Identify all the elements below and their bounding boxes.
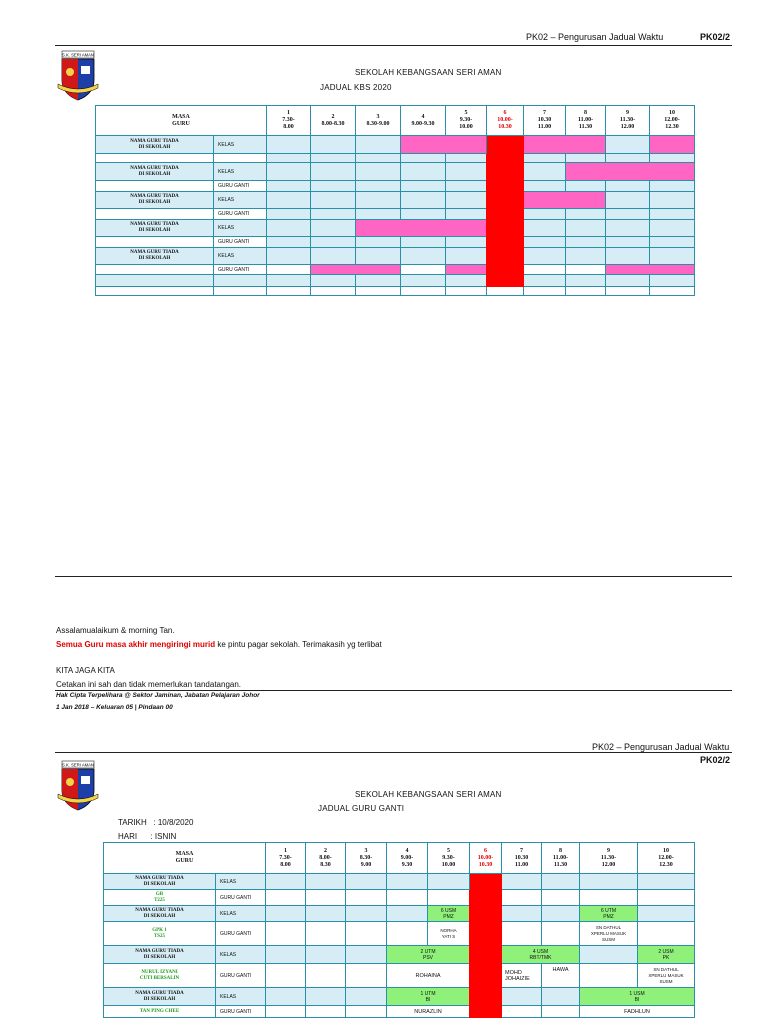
teacher-name: TAN PING CHEE xyxy=(104,1006,216,1018)
table-row xyxy=(96,154,695,163)
absent-label: NAMA GURU TIADA DI SEKOLAH xyxy=(96,163,214,181)
table-row xyxy=(96,220,695,237)
teacher-name: GB T225 xyxy=(104,890,216,906)
ganti-label: GURU GANTI xyxy=(216,890,266,906)
greeting-text: Assalamualaikum & morning Tan. xyxy=(56,626,175,635)
ganti-label: GURU GANTI xyxy=(216,964,266,988)
class-slot: 1 UTM BI xyxy=(387,988,470,1006)
relief-teacher: HAWA xyxy=(542,964,580,988)
doc-code-2: PK02 – Pengurusan Jadual Waktu xyxy=(592,742,730,752)
logo-text: S.K. SERI AMAN xyxy=(62,52,94,58)
kelas-label: KELAS xyxy=(216,988,266,1006)
break-column xyxy=(470,874,502,1018)
relief-teacher: NURAZLIN xyxy=(387,1006,470,1018)
table-row xyxy=(96,181,695,192)
teacher-name: GPK 1 TS25 xyxy=(104,922,216,946)
table-row xyxy=(104,946,695,964)
table-row xyxy=(96,275,695,287)
period-5: 5 9.30- 10.00 xyxy=(428,843,470,874)
table-row xyxy=(104,964,695,988)
slogan-text: KITA JAGA KITA xyxy=(56,666,115,675)
class-slot: 6 USM PMZ xyxy=(428,906,470,922)
school-crest-logo xyxy=(56,50,100,102)
absent-label: NAMA GURU TIADA DI SEKOLAH xyxy=(104,988,216,1006)
period-1: 1 7.30- 8.00 xyxy=(267,106,311,136)
table-row xyxy=(96,209,695,220)
masa-guru-header: MASA GURU xyxy=(104,843,266,874)
teacher-name: NURUL IZYANI CUTI BERSALIN xyxy=(104,964,216,988)
table-row xyxy=(104,922,695,946)
masa-guru-header: MASA GURU xyxy=(96,106,267,136)
break-column xyxy=(487,136,524,287)
relief-teacher: SN DATHUL XPERLU MASUK SUSM xyxy=(580,922,638,946)
doc-page-2: PK02/2 xyxy=(700,755,731,765)
ganti-label: GURU GANTI xyxy=(214,265,267,275)
period-7: 7 10.30 11.00 xyxy=(524,106,566,136)
period-1: 1 7.30- 8.00 xyxy=(266,843,306,874)
ganti-label: GURU GANTI xyxy=(214,181,267,192)
kelas-label: KELAS xyxy=(214,136,267,154)
period-10: 10 12.00- 12.30 xyxy=(650,106,695,136)
table-row xyxy=(96,265,695,275)
table-title-2: JADUAL GURU GANTI xyxy=(318,804,405,813)
table-title-1: JADUAL KBS 2020 xyxy=(320,83,392,92)
class-slot: 1 USM BI xyxy=(580,988,695,1006)
school-crest-logo xyxy=(56,760,100,812)
day-text: HARI : ISNIN xyxy=(118,832,177,841)
table-row xyxy=(96,237,695,248)
period-3: 3 8.30-9.00 xyxy=(356,106,401,136)
kelas-label: KELAS xyxy=(214,163,267,181)
table-row xyxy=(104,988,695,1006)
class-slot: 2 USM PK xyxy=(638,946,695,964)
header-row xyxy=(96,106,695,136)
period-2: 2 8.00- 8.30 xyxy=(306,843,346,874)
period-4: 4 9.00-9.30 xyxy=(401,106,446,136)
ganti-label: GURU GANTI xyxy=(216,1006,266,1018)
period-4: 4 9.00- 9.30 xyxy=(387,843,428,874)
ganti-label: GURU GANTI xyxy=(214,237,267,248)
date-text: TARIKH : 10/8/2020 xyxy=(118,818,194,827)
period-6: 6 10.00- 10.30 xyxy=(487,106,524,136)
absent-label: NAMA GURU TIADA DI SEKOLAH xyxy=(96,136,214,154)
period-9: 9 11.30- 12.00 xyxy=(606,106,650,136)
absent-label: NAMA GURU TIADA DI SEKOLAH xyxy=(104,946,216,964)
doc-page-1: PK02/2 xyxy=(700,32,731,42)
table-row xyxy=(104,1006,695,1018)
relief-teacher: ROHAINA xyxy=(387,964,470,988)
school-name-2: SEKOLAH KEBANGSAAN SERI AMAN xyxy=(355,790,502,799)
validity-note: Cetakan ini sah dan tidak memerlukan tandatangan. xyxy=(56,680,242,689)
table-row xyxy=(96,192,695,209)
kbs-timetable xyxy=(95,105,695,296)
kelas-label: KELAS xyxy=(214,220,267,237)
period-2: 2 8.00-8.30 xyxy=(311,106,356,136)
table-row xyxy=(96,136,695,154)
period-6: 6 10.00- 10.30 xyxy=(470,843,502,874)
table-row xyxy=(104,874,695,890)
kelas-label: KELAS xyxy=(216,906,266,922)
period-5: 5 9.30- 10.00 xyxy=(446,106,487,136)
table-row xyxy=(96,163,695,181)
class-slot: 2 UTM PSV xyxy=(387,946,470,964)
absent-label: NAMA GURU TIADA DI SEKOLAH xyxy=(96,248,214,265)
relief-teacher: MOHD JOHAIZIE xyxy=(502,964,542,988)
kelas-label: KELAS xyxy=(214,192,267,209)
copyright-text: Hak Cipta Terpelihara @ Sektor Jaminan, Jabatan Pelajaran Johor xyxy=(56,692,260,699)
period-7: 7 10.30 11.00 xyxy=(502,843,542,874)
absent-label: NAMA GURU TIADA DI SEKOLAH xyxy=(96,192,214,209)
ganti-label: GURU GANTI xyxy=(216,922,266,946)
issue-text: 1 Jan 2018 – Keluaran 05 | Pindaan 00 xyxy=(56,704,173,711)
table-row xyxy=(104,906,695,922)
header-row xyxy=(104,843,695,874)
absent-label: NAMA GURU TIADA DI SEKOLAH xyxy=(96,220,214,237)
absent-label: NAMA GURU TIADA DI SEKOLAH xyxy=(104,906,216,922)
class-slot: 6 UTM PMZ xyxy=(580,906,638,922)
kelas-label: KELAS xyxy=(214,248,267,265)
ganti-label: GURU GANTI xyxy=(214,209,267,220)
relief-teacher-timetable xyxy=(103,842,695,1018)
period-8: 8 11.00- 11.30 xyxy=(566,106,606,136)
period-9: 9 11.30- 12.00 xyxy=(580,843,638,874)
table-row xyxy=(96,287,695,296)
table-row xyxy=(104,890,695,906)
period-8: 8 11.00- 11.30 xyxy=(542,843,580,874)
period-3: 3 8.30- 9.00 xyxy=(346,843,387,874)
relief-teacher: SN DATHUL XPERLU MASUK SUSM xyxy=(638,964,695,988)
class-slot: 4 USM RBT/TMK xyxy=(502,946,580,964)
logo-text: S.K. SERI AMAN xyxy=(62,762,94,768)
school-name-1: SEKOLAH KEBANGSAAN SERI AMAN xyxy=(355,68,502,77)
kelas-label: KELAS xyxy=(216,946,266,964)
instruction-text: Semua Guru masa akhir mengiringi murid ke pintu pagar sekolah. Terimakasih yg terlibat xyxy=(56,640,382,649)
doc-code-1: PK02 – Pengurusan Jadual Waktu xyxy=(526,32,664,42)
relief-teacher: FADHLUN xyxy=(580,1006,695,1018)
table-row xyxy=(96,248,695,265)
kelas-label: KELAS xyxy=(216,874,266,890)
relief-teacher: NORHA YATI S xyxy=(428,922,470,946)
period-10: 10 12.00- 12.30 xyxy=(638,843,695,874)
absent-label: NAMA GURU TIADA DI SEKOLAH xyxy=(104,874,216,890)
